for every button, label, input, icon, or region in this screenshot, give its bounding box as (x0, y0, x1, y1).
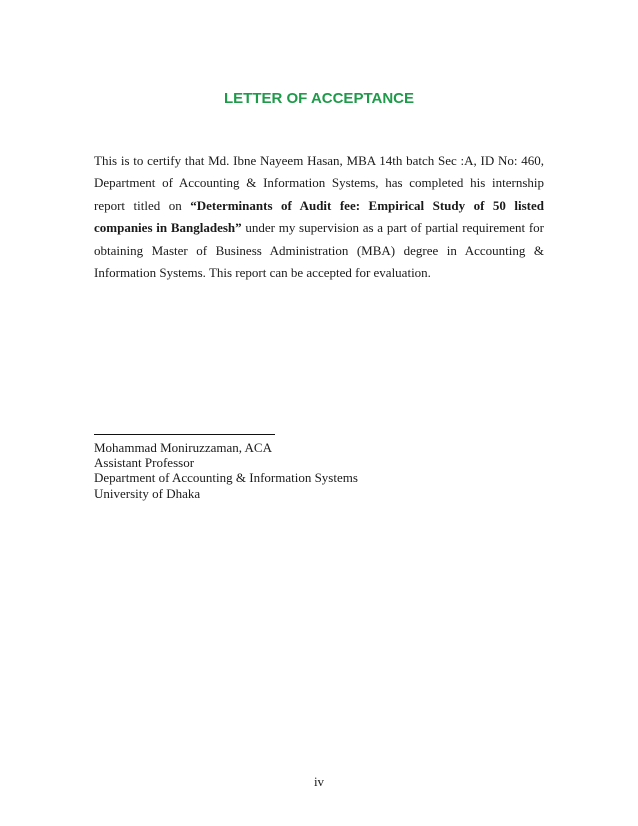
letter-body (94, 150, 544, 284)
signatory-name: Mohammad Moniruzzaman, ACA (94, 440, 272, 455)
signature-block (94, 440, 494, 501)
report-title-text: “Determinants of Audit fee: Empirical Study of 50 listed companies in Bangladesh” (94, 197, 545, 236)
signature-line (94, 434, 275, 435)
signatory-position: Assistant Professor (94, 455, 195, 471)
signatory-department: Department of Accounting & Information Systems (94, 470, 358, 486)
letter-title: LETTER OF ACCEPTANCE (224, 90, 414, 107)
body-outro-text: under my supervision as a part of partial requirement for obtaining Master of Business Administration (MBA) degree in Accounting & Information Systems. This report can be accepted for evaluation. (94, 220, 544, 281)
signatory-university: University of Dhaka (94, 485, 201, 501)
page-number: iv (313, 774, 325, 789)
body-intro-text: This is to certify that Md. Ibne Nayeem Hasan, MBA 14th batch Sec :A, ID No: 460, Department of Accounting & Information Systems, has completed his internship report titled on (94, 153, 544, 213)
